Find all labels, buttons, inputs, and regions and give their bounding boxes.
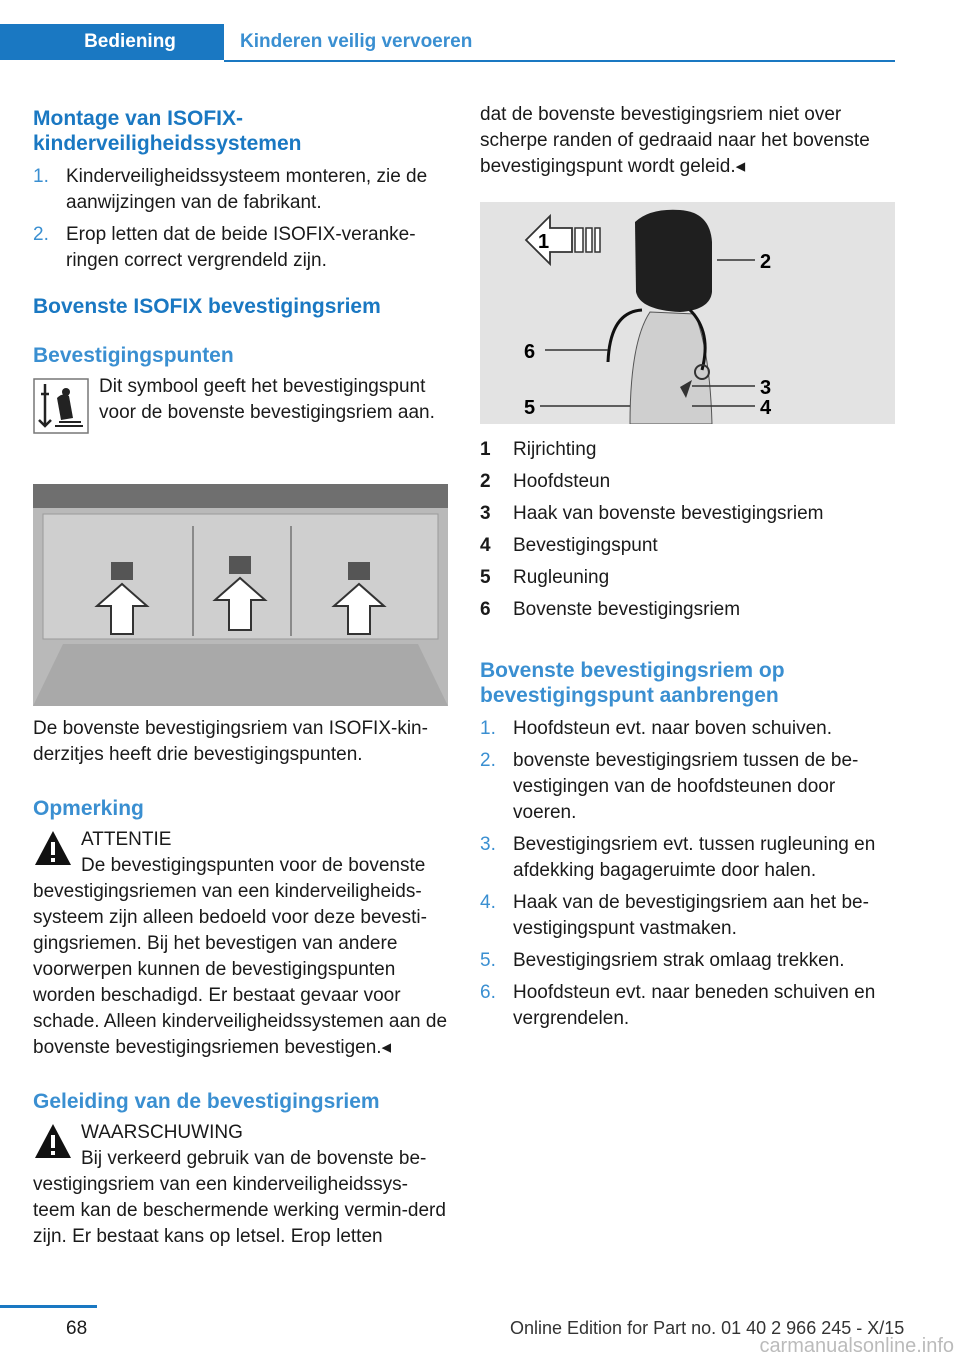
header-divider [224, 60, 895, 62]
list-item: 1. Hoofdsteun evt. naar boven schuiven. [480, 718, 832, 739]
page-number: 68 [66, 1318, 88, 1339]
heading-opmerking: Opmerking [33, 797, 144, 820]
figure-label-1: 1 [538, 231, 550, 253]
attentie-label: ATTENTIE [81, 829, 172, 850]
warning-triangle-icon [33, 1122, 73, 1160]
continued-text: dat de bovenste bevestigingsriem niet over scherpe randen of gedraaid naar het bovenste bevestigingspunt wordt geleid.◂ [480, 104, 870, 177]
footer-edition: Online Edition for Part no. 01 40 2 966 245 - X/15 [510, 1318, 905, 1338]
attentie-block [33, 827, 448, 1061]
heading-aanbrengen: Bovenste bevestigingsriem op bevestigingspunt aanbrengen [480, 659, 785, 707]
figure-label-4: 4 [760, 397, 772, 419]
aanbrengen-steps [480, 716, 895, 1032]
list-item: 2. Erop letten dat de beide ISOFIX-veranke-ringen correct vergrendeld zijn. [33, 224, 416, 271]
waarschuwing-block [33, 1120, 448, 1250]
trunk-anchor-photo [33, 484, 448, 706]
heading-bevestigingspunten: Bevestigingspunten [33, 344, 234, 367]
footer-divider [0, 1305, 97, 1308]
header-bar [0, 24, 895, 62]
tab-bediening[interactable]: Bediening [0, 24, 224, 60]
right-column [480, 100, 895, 1038]
heading-bovenste-isofix: Bovenste ISOFIX bevestigingsriem [33, 295, 381, 318]
heading-geleiding: Geleiding van de bevestigingsriem [33, 1090, 380, 1113]
figure-legend [480, 434, 895, 626]
symbol-row [33, 374, 448, 454]
list-item: 2 Hoofdsteun [480, 471, 611, 492]
paragraph-drie-punten: De bovenste bevestigingsriem van ISOFIX-kin-derzitjes heeft drie bevestigingspunten. [33, 718, 428, 765]
warning-triangle-icon [33, 829, 73, 867]
tab-kinderen-veilig-vervoeren[interactable]: Kinderen veilig vervoeren [240, 31, 473, 52]
figure-label-5: 5 [524, 397, 536, 419]
list-item: 5. Bevestigingsriem strak omlaag trekken. [480, 950, 845, 971]
list-item: 1. Kinderveiligheidssysteem monteren, zie de aanwijzingen van de fabrikant. [33, 166, 428, 213]
headrest-diagram [480, 202, 895, 424]
heading-montage: Montage van ISOFIX-kinderveiligheidssystemen [33, 107, 302, 155]
waarschuwing-label: WAARSCHUWING [81, 1122, 243, 1143]
child-seat-anchor-icon [33, 378, 89, 434]
list-item: 6 Bovenste bevestigingsriem [480, 599, 741, 620]
list-item: 3 Haak van bovenste bevestigingsriem [480, 503, 824, 524]
montage-steps [33, 164, 448, 274]
attentie-text: De bevestigingspunten voor de bovenste bevestigingsriemen van een kinderveiligheids-systeem zijn alleen bedoeld voor deze bevesti-gingsriemen. Bij het bevestigen van andere voorwerpen kunnen de bevestigingspunten worden beschadigd. Er bestaat gevaar voor schade. Alleen kinderveiligheidssystemen aan de bovenste bevestigingsriemen bevestigen.◂ [33, 855, 448, 1058]
figure-label-6: 6 [524, 341, 536, 363]
list-item: 3. Bevestigingsriem evt. tussen rugleuning en afdekking bagageruimte door halen. [480, 834, 876, 881]
figure-label-3: 3 [760, 377, 772, 399]
list-item: 4 Bevestigingspunt [480, 535, 658, 556]
symbol-description: Dit symbool geeft het bevestigingspunt voor de bovenste bevestigingsriem aan. [99, 376, 435, 423]
waarschuwing-text: Bij verkeerd gebruik van de bovenste be-vestigingsriem van een kinderveiligheidssys-teem kan de beschermende werking vermin-derd zijn. Er bestaat kans op letsel. Erop letten [33, 1148, 446, 1247]
list-item: 1 Rijrichting [480, 439, 597, 460]
list-item: 4. Haak van de bevestigingsriem aan het be-vestigingspunt vastmaken. [480, 892, 869, 939]
watermark: carmanualsonline.info [759, 1335, 954, 1357]
list-item: 6. Hoofdsteun evt. naar beneden schuiven en vergrendelen. [480, 982, 876, 1029]
left-column [33, 100, 448, 1250]
list-item: 5 Rugleuning [480, 567, 610, 588]
figure-label-2: 2 [760, 251, 772, 273]
list-item: 2. bovenste bevestigingsriem tussen de be-vestigingen van de hoofdsteunen door voeren. [480, 750, 859, 823]
